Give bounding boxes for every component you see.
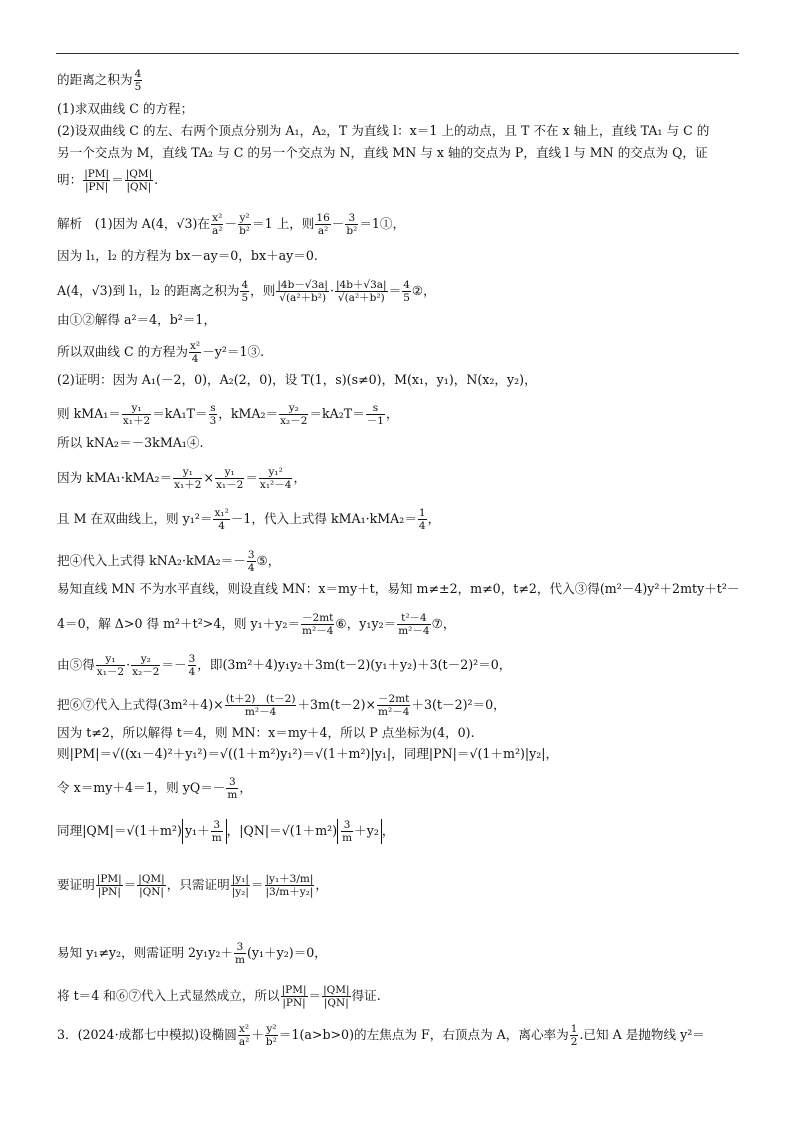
text-line: 同理|QM|＝√(1＋m²) y₁＋ $\frac{3}{m}$ ，|QN|＝√(1＋m²) $\frac{3}{m}$ ＋y₂ ， [57,819,395,844]
text-line: 由①②解得 a²＝4，b²＝1， [57,312,217,327]
text-line: (1)求双曲线 C 的方程； [57,101,194,116]
text-line: 则 kMA₁＝ $\frac{\text{y₁}}{\text{x₁＋2}}$ ＝kA₁T＝ $\frac{s}{3}$ ，kMA₂＝ $\frac{\text{y₂}}{\text{x₂－2}}$ ＝kA₂T＝ $\frac{s}{-1}$ ， [57,402,399,427]
text-line: 的距离之积为 $\frac{4}{5}$ [57,68,142,93]
text-line: 因为 t≠2，所以解得 t＝4，则 MN：x＝my＋4，所以 P 点坐标为(4，0). [57,725,475,740]
text-line: A(4，√3)到 l₁，l₂ 的距离之积为 $\frac{4}{5}$ ，则 $\frac{|4b-√3a|}{\text{√(a²＋b²)}}$ · $\frac{|4b+√3a|}{\text{√(a²＋b²)}}$ ＝ $\frac{4}{5}$ ②， [57,279,436,304]
text-line: 把④代入上式得 kNA₂·kMA₂＝－ $\frac{3}{4}$ ⑤， [57,549,281,574]
text-line: 将 t＝4 和⑥⑦代入上式显然成立，所以 $\frac{|PM|}{|PN|}$ ＝ $\frac{|QM|}{|QN|}$ 得证. [57,984,381,1009]
text-line: 另一个交点为 M，直线 TA₂ 与 C 的另一个交点为 N，直线 MN 与 x 轴的交点为 P，直线 l 与 MN 的交点为 Q，证 [57,145,708,160]
text-line: 易知 y₁≠y₂，则需证明 2y₁y₂＋ $\frac{3}{m}$ (y₁＋y₂)＝0， [57,941,327,966]
text-line: (2)证明：因为 A₁(－2，0)，A₂(2，0)，设 T(1，s)(s≠0)，M(x₁，y₁)，N(x₂，y₂)， [57,372,537,387]
text-line: 所以双曲线 C 的方程为 $\frac{\text{x²}}{4}$ －y²＝1③. [57,340,265,365]
text-line: (2)设双曲线 C 的左、右两个顶点分别为 A₁，A₂，T 为直线 l：x＝1 上的动点，且 T 不在 x 轴上，直线 TA₁ 与 C 的 [57,123,710,138]
text-line: 由⑤得 $\frac{\text{y₁}}{\text{x₁－2}}$ · $\frac{\text{y₂}}{\text{x₂－2}}$ ＝－ $\frac{3}{4}$ ，即(3m²＋4)y₁y₂＋3m(t－2)(y₁＋y₂)＋3(t－2)²＝0， [57,653,512,678]
text-line: 3．(2024·成都七中模拟)设椭圆 $\frac{\text{x²}}{\text{a²}}$ ＋ $\frac{\text{y²}}{\text{b²}}$ ＝1(a>b>0)的左焦点为 F，右顶点为 A，离心率为 $\frac{1}{2}$ .已知 A 是抛物线 y²＝ [57,1023,705,1048]
text-line: 则|PM|＝√((x₁－4)²＋y₁²)＝√((1＋m²)y₁²)＝√(1＋m²)|y₁|，同理|PN|＝√(1＋m²)|y₂|， [57,746,559,761]
text-line: 易知直线 MN 不为水平直线，则设直线 MN：x＝my＋t，易知 m≠±2，m≠0，t≠2，代入③得(m²－4)y²＋2mty＋t²－ [57,581,740,596]
text-line: 明： $\frac{|PM|}{|PN|}$ ＝ $\frac{|QM|}{|QN|}$ . [57,168,159,193]
text-line: 4＝0，解 Δ>0 得 m²＋t²>4，则 y₁＋y₂＝ $\frac{-2mt}{\text{m²－4}}$ ⑥，y₁y₂＝ $\frac{\text{t²－4}}{\text{m²－4}}$ ⑦， [57,612,456,637]
text-line: 把⑥⑦代入上式得(3m²＋4)× $\frac{(t+2) (t-2)}{\text{m²－4}}$ ＋3m(t－2)× $\frac{-2mt}{\text{m²－4}}$ ＋3(t－2)²＝0， [57,693,506,718]
text-line: 解析 (1)因为 A(4，√3)在 $\frac{\text{x²}}{\text{a²}}$ － $\frac{\text{y²}}{\text{b²}}$ ＝1 上，则 $\frac{16}{\text{a²}}$ － $\frac{3}{\text{b²}}$ ＝1①， [57,212,406,237]
text-line: 令 x＝my＋4＝1，则 yQ＝－ $\frac{3}{m}$ ， [57,776,252,801]
header-rule [56,53,739,54]
text-line: 且 M 在双曲线上，则 y₁²＝ $\frac{\text{x₁²}}{4}$ －1，代入上式得 kMA₁·kMA₂＝ $\frac{1}{4}$ ， [57,507,441,532]
text-line: 所以 kNA₂＝－3kMA₁④. [57,435,204,450]
text-line: 因为 kMA₁·kMA₂＝ $\frac{\text{y₁}}{\text{x₁＋2}}$ × $\frac{\text{y₁}}{\text{x₁－2}}$ ＝ $\frac{\text{y₁²}}{\text{x₁²－4}}$ ， [57,466,307,491]
text-line: 因为 l₁，l₂ 的方程为 bx－ay＝0，bx＋ay＝0. [57,248,318,263]
text-line: 要证明 $\frac{|PM|}{|PN|}$ ＝ $\frac{|QM|}{|QN|}$ ，只需证明 $\frac{\text{|y₁|}}{\text{|y₂|}}$ ＝ $\frac{\text{|y₁＋3/m|}}{\text{|3/m＋y₂|}}$ ， [57,873,328,898]
